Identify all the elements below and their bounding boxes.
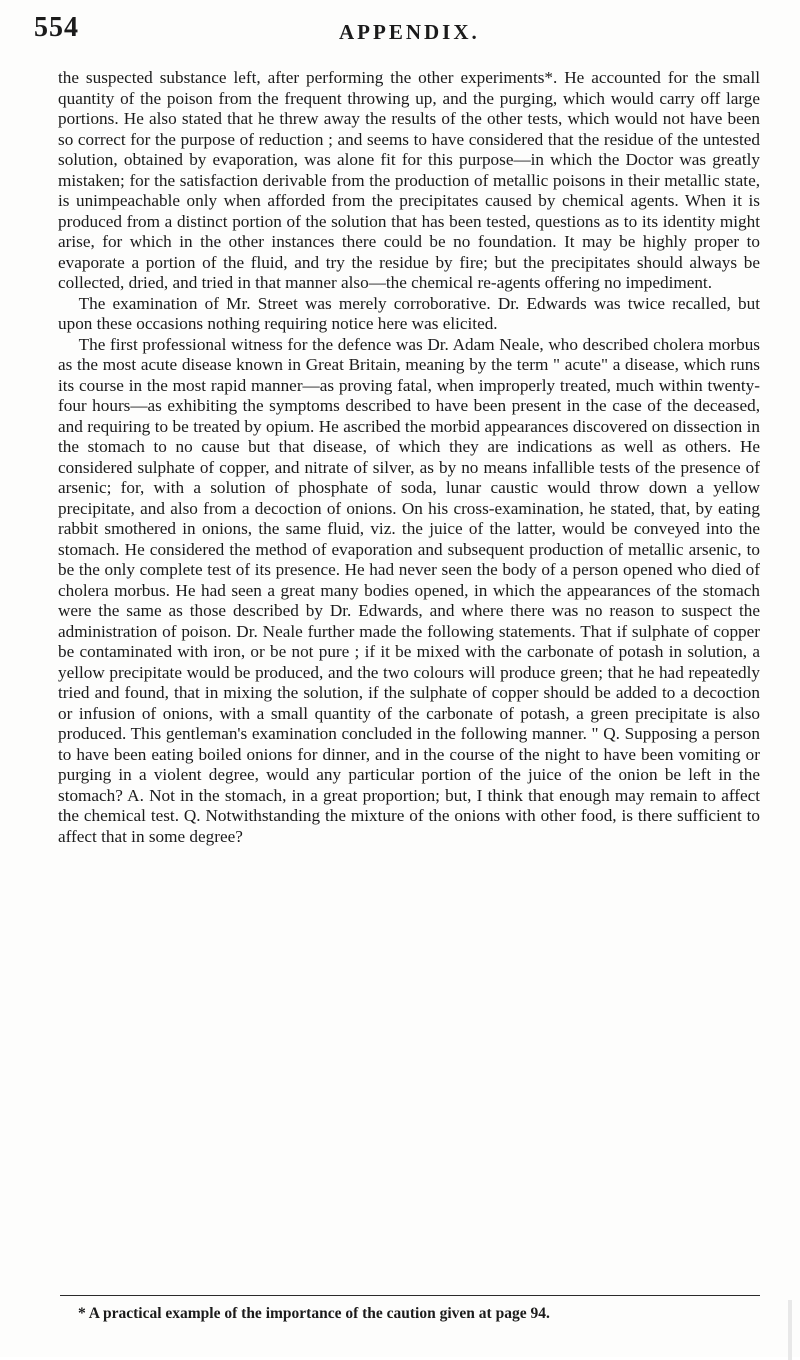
page-edge-mark: [788, 1300, 792, 1360]
running-head: APPENDIX.: [339, 20, 480, 44]
paragraph-neale-testimony: The first professional witness for the defence was Dr. Adam Neale, who described cholera morbus as the most acute disease known in Great Britain, meaning by the term " acute" a disease, which runs its course in the most rapid manner—as proving fatal, when improperly treated, much within twenty-four hours—as exhibiting the symptoms described to have been present in the case of the deceased, and requiring to be treated by opium. He ascribed the morbid appearances discovered on dissection in the stomach to no cause but that disease, of which they are indications as well as others. He considered sulphate of copper, and nitrate of silver, as by no means infallible tests of the presence of arsenic; for, with a solution of phosphate of soda, lunar caustic would throw down a yellow precipitate, and also from a decoction of onions. On his cross-examination, he stated, that, by eating rabbit smothered in onions, the same fluid, viz. the juice of the latter, would be conveyed into the stomach. He considered the method of evaporation and subsequent production of metallic arsenic, to be the only complete test of its presence. He had never seen the body of a person opened who died of cholera morbus. He had seen a great many bodies opened, in which the appearances of the stomach were the same as those described by Dr. Edwards, and where there was no reason to suspect the administration of poison. Dr. Neale further made the following statements. That if sulphate of copper be contaminated with iron, or be not pure ; if it be mixed with the carbonate of potash in solution, a yellow precipitate would be produced, and the two colours will produce green; that he had repeatedly tried and found, that in mixing the solution, if the sulphate of copper should be added to a decoction or infusion of onions, with a small quantity of the carbonate of potash, a green precipitate is also produced. This gentleman's examination concluded in the following manner. " Q. Supposing a person to have been eating boiled onions for dinner, and in the course of the night to have been vomiting or purging in a violent degree, would any particular portion of the juice of the onion be left in the stomach? A. Not in the stomach, in a great proportion; but, I think that enough may remain to affect the chemical test. Q. Notwithstanding the mixture of the onions with other food, is there sufficient to affect that in some degree?: [58, 334, 760, 846]
paragraph-continuation: the suspected substance left, after performing the other experiments*. He accounted for the small quantity of the poison from the frequent throwing up, and the purging, which would carry off large portions. He also stated that he threw away the results of the other tests, which would not have been so correct for the purpose of reduction ; and seems to have considered that the residue of the untested solution, obtained by evaporation, was alone fit for this purpose—in which the Doctor was greatly mistaken; for the satisfaction derivable from the production of metallic poisons in their metallic state, is unimpeachable only when afforded from the precipitates caused by chemical agents. When it is produced from a distinct portion of the solution that has been tested, questions as to its identity might arise, for which in the other instances there could be no foundation. It may be highly proper to evaporate a portion of the fluid, and try the residue by fire; but the precipitates should always be collected, dried, and tried in that manner also—the chemical re-agents offering no impediment.: [58, 68, 760, 292]
paragraph-street-examination: The examination of Mr. Street was merely corroborative. Dr. Edwards was twice recalled, but upon these occasions nothing requiring notice here was elicited.: [58, 293, 760, 333]
page-header: [34, 12, 734, 48]
footnote: * A practical example of the importance of the caution given at page 94.: [78, 1305, 550, 1322]
footnote-divider: [60, 1295, 760, 1296]
body-text: [58, 68, 760, 847]
page-number: 554: [34, 12, 79, 43]
